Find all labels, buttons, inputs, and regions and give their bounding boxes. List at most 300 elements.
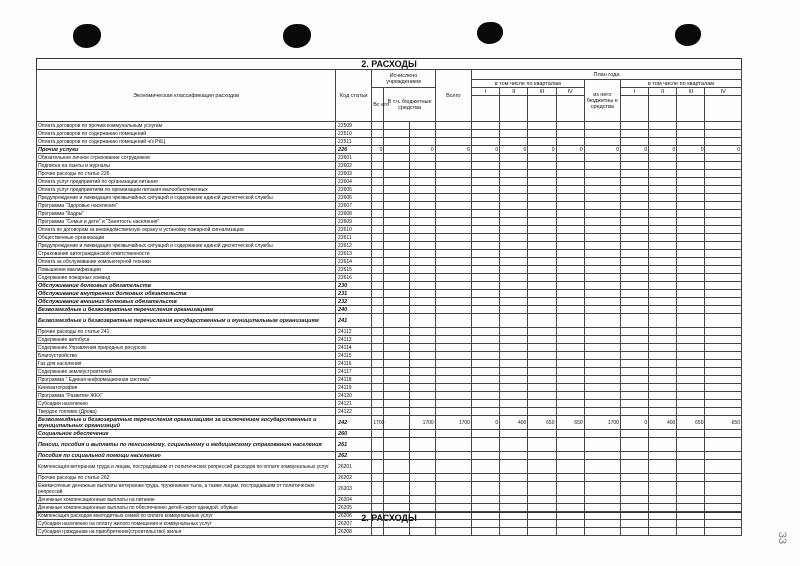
- row-value: [649, 474, 677, 482]
- row-value: [528, 496, 556, 504]
- row-value: [528, 392, 556, 400]
- row-value: [409, 504, 435, 512]
- row-value: [620, 234, 648, 242]
- row-name: Повышение квалификации: [37, 266, 336, 274]
- row-value: [705, 138, 742, 146]
- row-value: [471, 242, 499, 250]
- row-value: [620, 258, 648, 266]
- row-code: 24114: [336, 344, 372, 352]
- row-value: [372, 210, 384, 218]
- row-value: [556, 258, 584, 266]
- row-name: Содержание пожарных команд: [37, 274, 336, 282]
- row-value: [528, 298, 556, 306]
- row-value: [435, 122, 471, 130]
- row-code: 26203: [336, 482, 372, 496]
- table-row: [37, 376, 742, 384]
- row-value: [620, 336, 648, 344]
- row-value: [471, 376, 499, 384]
- row-value: [435, 178, 471, 186]
- row-code: 24118: [336, 376, 372, 384]
- row-name: Содержание Управления природных ресурсов: [37, 344, 336, 352]
- row-name: Программа "Семья и дети" и "Занятость населения": [37, 218, 336, 226]
- row-value: [372, 298, 384, 306]
- row-value: [556, 298, 584, 306]
- row-value: [528, 242, 556, 250]
- row-code: 22611: [336, 234, 372, 242]
- row-value: [471, 504, 499, 512]
- table-row: [37, 528, 742, 536]
- row-value: [384, 314, 409, 328]
- row-value: [584, 138, 620, 146]
- row-code: 232: [336, 298, 372, 306]
- row-value: [556, 178, 584, 186]
- row-value: [409, 178, 435, 186]
- row-value: [556, 306, 584, 314]
- row-code: 24121: [336, 400, 372, 408]
- row-value: [435, 170, 471, 178]
- row-name: Содержание землеустроителей: [37, 368, 336, 376]
- row-value: [677, 474, 705, 482]
- row-value: [372, 250, 384, 258]
- row-value: [677, 298, 705, 306]
- row-value: [584, 376, 620, 384]
- row-value: [705, 202, 742, 210]
- row-value: [649, 298, 677, 306]
- row-value: [556, 210, 584, 218]
- row-value: [649, 460, 677, 474]
- row-code: 26201: [336, 460, 372, 474]
- row-value: [435, 368, 471, 376]
- row-value: 0: [471, 146, 499, 154]
- row-value: [409, 242, 435, 250]
- row-value: [471, 282, 499, 290]
- row-value: [372, 186, 384, 194]
- row-value: [528, 138, 556, 146]
- row-value: [556, 122, 584, 130]
- row-value: [556, 474, 584, 482]
- row-value: [471, 430, 499, 438]
- row-value: [372, 376, 384, 384]
- row-value: [372, 274, 384, 282]
- row-value: [556, 504, 584, 512]
- row-value: [556, 202, 584, 210]
- row-value: [620, 162, 648, 170]
- row-value: [705, 154, 742, 162]
- row-value: [620, 460, 648, 474]
- row-value: [409, 138, 435, 146]
- row-value: [620, 170, 648, 178]
- row-value: [705, 392, 742, 400]
- row-value: [384, 460, 409, 474]
- row-name: Программа "Кадры": [37, 210, 336, 218]
- row-name: Пенсии, пособия и выплаты по пенсионному, социальному и медицинскому страхованию населения: [37, 438, 336, 452]
- row-value: [500, 400, 528, 408]
- row-value: 650: [556, 416, 584, 430]
- row-value: 1700: [435, 416, 471, 430]
- row-value: [500, 482, 528, 496]
- row-value: [620, 482, 648, 496]
- row-value: [528, 274, 556, 282]
- row-code: 22614: [336, 258, 372, 266]
- row-code: 24122: [336, 408, 372, 416]
- row-value: [384, 496, 409, 504]
- table-row: [37, 226, 742, 234]
- row-value: [705, 282, 742, 290]
- row-value: [705, 482, 742, 496]
- row-value: [500, 274, 528, 282]
- row-value: [556, 154, 584, 162]
- row-value: [584, 266, 620, 274]
- row-value: [384, 384, 409, 392]
- table-row: [37, 430, 742, 438]
- row-value: [705, 460, 742, 474]
- row-name: Безвозмездные и безвозвратные перечисления организациям: [37, 306, 336, 314]
- row-value: [500, 154, 528, 162]
- row-value: [705, 186, 742, 194]
- row-value: [471, 266, 499, 274]
- row-value: [528, 266, 556, 274]
- row-value: [435, 328, 471, 336]
- row-value: 0: [620, 146, 648, 154]
- row-value: [528, 306, 556, 314]
- row-value: [584, 210, 620, 218]
- row-value: [500, 344, 528, 352]
- row-value: [471, 130, 499, 138]
- punch-hole-mark-4: [675, 24, 701, 46]
- row-value: [528, 122, 556, 130]
- row-value: [620, 528, 648, 536]
- table-row: [37, 282, 742, 290]
- row-name: Оплата за обслуживание компьютерной техники: [37, 258, 336, 266]
- row-value: [705, 266, 742, 274]
- row-name: Благоустройство: [37, 352, 336, 360]
- row-value: [620, 452, 648, 460]
- row-value: [500, 226, 528, 234]
- row-value: [409, 130, 435, 138]
- row-value: [435, 528, 471, 536]
- row-value: [471, 226, 499, 234]
- row-value: [372, 234, 384, 242]
- row-code: 231: [336, 290, 372, 298]
- row-value: [649, 392, 677, 400]
- table-row: [37, 336, 742, 344]
- row-value: [471, 258, 499, 266]
- row-name: Газ для населения: [37, 360, 336, 368]
- row-code: 262: [336, 452, 372, 460]
- table-row: [37, 154, 742, 162]
- row-value: [435, 266, 471, 274]
- row-value: [556, 274, 584, 282]
- row-value: [556, 266, 584, 274]
- row-value: [556, 250, 584, 258]
- row-value: [649, 344, 677, 352]
- header-quarters-group: в том числе по кварталам: [471, 80, 584, 88]
- row-value: [528, 130, 556, 138]
- punch-hole-mark-2: [283, 24, 311, 48]
- row-value: [584, 258, 620, 266]
- row-value: [620, 314, 648, 328]
- row-value: [528, 504, 556, 512]
- row-value: [620, 122, 648, 130]
- row-value: [705, 210, 742, 218]
- row-code: 22605: [336, 186, 372, 194]
- row-value: [409, 392, 435, 400]
- row-value: [384, 482, 409, 496]
- row-value: [649, 186, 677, 194]
- row-value: [435, 210, 471, 218]
- row-value: [384, 234, 409, 242]
- row-value: [384, 178, 409, 186]
- row-name: Обязательное личное страхование сотрудников: [37, 154, 336, 162]
- row-value: [584, 496, 620, 504]
- row-value: [528, 258, 556, 266]
- row-value: [649, 352, 677, 360]
- row-value: [409, 274, 435, 282]
- row-value: [677, 460, 705, 474]
- header-q1b: I: [620, 88, 648, 96]
- row-value: [384, 122, 409, 130]
- row-value: [677, 528, 705, 536]
- row-value: [620, 360, 648, 368]
- row-value: [384, 138, 409, 146]
- row-value: [384, 274, 409, 282]
- row-value: [528, 154, 556, 162]
- header-from-it: из него бюджетны е средства: [584, 80, 620, 122]
- row-value: [649, 234, 677, 242]
- row-name: Прочие расходы по статье 241: [37, 328, 336, 336]
- row-code: 22510: [336, 130, 372, 138]
- row-value: [620, 384, 648, 392]
- row-value: [677, 162, 705, 170]
- table-row: [37, 328, 742, 336]
- expenses-table-body: [37, 122, 742, 536]
- row-value: [649, 452, 677, 460]
- row-value: [409, 336, 435, 344]
- row-name: Ежемесячные денежные выплаты ветеранам труда, труженикам тыла, а также лицам, пострадавшим от политических репрессий: [37, 482, 336, 496]
- table-row: [37, 452, 742, 460]
- row-value: [677, 306, 705, 314]
- row-value: [584, 194, 620, 202]
- header-quarters-group-2: в том числе по кварталам: [620, 80, 741, 88]
- row-value: 0: [435, 146, 471, 154]
- row-value: [435, 218, 471, 226]
- row-value: [384, 170, 409, 178]
- row-value: 400: [500, 416, 528, 430]
- row-value: [372, 154, 384, 162]
- row-value: [471, 452, 499, 460]
- row-value: [620, 438, 648, 452]
- row-value: 0: [556, 146, 584, 154]
- row-value: 0: [705, 146, 742, 154]
- row-value: [649, 258, 677, 266]
- row-value: [584, 344, 620, 352]
- row-code: 26205: [336, 504, 372, 512]
- header-q4: IV: [556, 88, 584, 96]
- row-value: [528, 314, 556, 328]
- row-value: [556, 438, 584, 452]
- row-value: [471, 400, 499, 408]
- table-row: [37, 460, 742, 474]
- row-value: [528, 400, 556, 408]
- row-value: [500, 460, 528, 474]
- table-row: [37, 408, 742, 416]
- row-value: [409, 162, 435, 170]
- row-value: [435, 250, 471, 258]
- row-value: [584, 408, 620, 416]
- row-value: [705, 528, 742, 536]
- row-value: [620, 400, 648, 408]
- row-value: [556, 482, 584, 496]
- row-value: [471, 314, 499, 328]
- row-value: [409, 290, 435, 298]
- row-value: [620, 298, 648, 306]
- row-value: [528, 194, 556, 202]
- table-row: [37, 416, 742, 430]
- row-value: [500, 360, 528, 368]
- row-value: [372, 400, 384, 408]
- row-code: 22606: [336, 194, 372, 202]
- row-code: 230: [336, 282, 372, 290]
- row-value: [409, 408, 435, 416]
- row-value: [528, 328, 556, 336]
- row-value: [409, 352, 435, 360]
- row-value: [556, 400, 584, 408]
- row-value: [409, 258, 435, 266]
- row-value: [500, 408, 528, 416]
- row-value: [372, 178, 384, 186]
- row-value: [705, 400, 742, 408]
- row-value: [384, 336, 409, 344]
- table-row: [37, 130, 742, 138]
- row-name: Обслуживание долговых обязательств: [37, 282, 336, 290]
- row-value: [435, 234, 471, 242]
- row-code: 22608: [336, 210, 372, 218]
- row-value: [435, 352, 471, 360]
- row-value: [649, 400, 677, 408]
- row-value: 0: [677, 146, 705, 154]
- row-value: [384, 528, 409, 536]
- row-value: [705, 504, 742, 512]
- row-value: [500, 234, 528, 242]
- row-value: [677, 122, 705, 130]
- header-q3: III: [528, 88, 556, 96]
- row-value: [649, 384, 677, 392]
- row-value: [409, 298, 435, 306]
- row-value: [556, 352, 584, 360]
- row-value: [372, 314, 384, 328]
- row-value: [556, 460, 584, 474]
- row-name: Прочие услуги: [37, 146, 336, 154]
- row-value: [384, 258, 409, 266]
- row-value: [677, 282, 705, 290]
- row-name: Безвозмездные и безвозвратные перечисления государственным и муниципальным организациям: [37, 314, 336, 328]
- row-value: 0: [500, 146, 528, 154]
- row-value: [500, 438, 528, 452]
- row-value: [500, 328, 528, 336]
- row-value: [556, 368, 584, 376]
- row-value: [677, 290, 705, 298]
- row-value: [500, 528, 528, 536]
- row-name: Оплата услуг предприятий по организации питания: [37, 178, 336, 186]
- row-value: [471, 218, 499, 226]
- row-value: [649, 210, 677, 218]
- row-value: [677, 452, 705, 460]
- row-value: [677, 186, 705, 194]
- row-value: [372, 528, 384, 536]
- row-value: [649, 138, 677, 146]
- row-value: [620, 138, 648, 146]
- row-value: [620, 186, 648, 194]
- row-value: [649, 282, 677, 290]
- row-value: [471, 408, 499, 416]
- row-value: [384, 376, 409, 384]
- row-value: [677, 504, 705, 512]
- row-name: Оплата договоров по содержанию помещений: [37, 130, 336, 138]
- row-value: [409, 482, 435, 496]
- row-value: [528, 210, 556, 218]
- row-value: [705, 496, 742, 504]
- row-value: [705, 290, 742, 298]
- row-value: [584, 234, 620, 242]
- row-value: [649, 266, 677, 274]
- row-value: [409, 460, 435, 474]
- row-value: [705, 258, 742, 266]
- row-value: [649, 170, 677, 178]
- row-value: 0: [372, 146, 384, 154]
- row-value: [435, 274, 471, 282]
- row-name: Твердое топливо (Дрова): [37, 408, 336, 416]
- row-value: [409, 528, 435, 536]
- row-value: [649, 226, 677, 234]
- row-value: [409, 226, 435, 234]
- row-name: Прочие расходы по статье 226: [37, 170, 336, 178]
- row-value: [409, 218, 435, 226]
- row-value: [435, 504, 471, 512]
- row-value: [528, 438, 556, 452]
- row-value: [556, 452, 584, 460]
- row-value: [677, 496, 705, 504]
- row-value: [500, 384, 528, 392]
- table-row: [37, 352, 742, 360]
- row-value: [409, 202, 435, 210]
- header-q1: I: [471, 88, 499, 96]
- row-value: [372, 138, 384, 146]
- row-value: [471, 250, 499, 258]
- row-value: [677, 178, 705, 186]
- row-value: [528, 360, 556, 368]
- row-value: [620, 408, 648, 416]
- row-code: 26202: [336, 474, 372, 482]
- row-value: [372, 242, 384, 250]
- row-value: [556, 408, 584, 416]
- table-row: [37, 392, 742, 400]
- row-value: 1700: [372, 416, 384, 430]
- row-value: [584, 460, 620, 474]
- row-code: 24115: [336, 352, 372, 360]
- row-value: [584, 282, 620, 290]
- table-row: [37, 400, 742, 408]
- row-value: [556, 194, 584, 202]
- row-name: Обслуживание внешних долговых обязательств: [37, 298, 336, 306]
- row-value: [584, 438, 620, 452]
- row-value: [471, 186, 499, 194]
- row-value: [500, 250, 528, 258]
- row-value: [372, 306, 384, 314]
- row-value: [556, 242, 584, 250]
- row-value: [584, 218, 620, 226]
- table-row: [37, 360, 742, 368]
- row-value: [556, 186, 584, 194]
